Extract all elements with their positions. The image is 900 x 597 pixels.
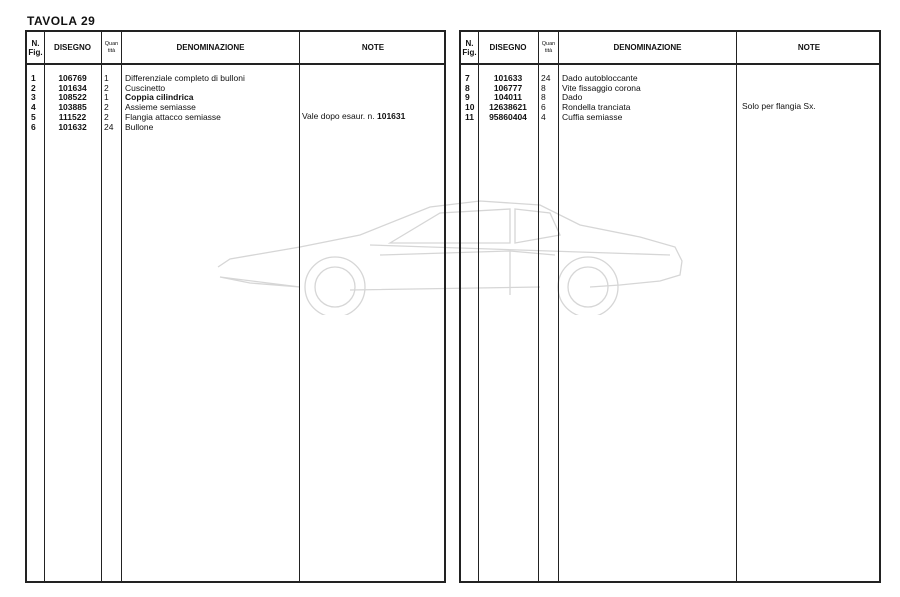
table-row — [461, 102, 879, 112]
header-disegno: DISEGNO — [489, 43, 527, 52]
cell-fig: 10 — [465, 102, 475, 113]
header-disegno: DISEGNO — [54, 43, 91, 52]
page-title: TAVOLA 29 — [27, 14, 96, 28]
cell-qty: 4 — [541, 111, 546, 122]
cell-disegno: 106777 — [493, 82, 523, 93]
cell-desc: Rondella tranciata — [562, 102, 631, 113]
cell-desc: Dado autobloccante — [562, 73, 638, 83]
cell-fig: 9 — [465, 92, 470, 103]
cell-disegno: 95860404 — [489, 111, 527, 122]
cell-disegno: 104011 — [494, 92, 522, 103]
cell-qty: 6 — [541, 102, 546, 113]
header-fig: N. Fig. — [28, 38, 43, 57]
cell-desc: Assieme semiasse — [125, 102, 196, 113]
cell-fig: 5 — [31, 111, 36, 122]
header-note: NOTE — [361, 43, 385, 52]
cell-desc: Coppia cilindrica — [125, 92, 194, 103]
cell-desc: Vite fissaggio corona — [562, 82, 641, 93]
cell-fig: 4 — [31, 102, 36, 113]
cell-desc: Cuscinetto — [125, 82, 166, 93]
header-quantita: Quan tità — [541, 40, 556, 54]
cell-fig: 2 — [31, 82, 36, 93]
header-note: NOTE — [797, 43, 821, 52]
cell-qty: 2 — [104, 111, 109, 122]
cell-fig: 1 — [31, 73, 36, 83]
cell-disegno: 106769 — [58, 73, 87, 83]
table-row — [461, 73, 879, 83]
cell-disegno: 101634 — [58, 82, 87, 93]
cell-qty: 2 — [104, 102, 109, 113]
cell-fig: 3 — [31, 92, 36, 103]
cell-disegno: 103885 — [58, 102, 87, 113]
cell-fig: 11 — [465, 111, 474, 122]
cell-qty: 8 — [541, 82, 546, 93]
table-row — [461, 83, 879, 93]
cell-disegno: 111522 — [58, 111, 87, 122]
cell-disegno: 101633 — [493, 73, 523, 83]
table-row — [27, 73, 444, 83]
cell-desc: Differenziale completo di bulloni — [125, 73, 245, 83]
cell-qty: 1 — [104, 92, 109, 103]
parts-table-right — [459, 30, 881, 583]
header-denominazione: DENOMINAZIONE — [176, 43, 245, 52]
cell-desc: Flangia attacco semiasse — [125, 111, 221, 122]
cell-disegno: 101632 — [58, 121, 87, 132]
table-row — [27, 122, 444, 132]
cell-qty: 24 — [104, 121, 114, 132]
parts-table-left — [25, 30, 446, 583]
table-row — [27, 83, 444, 93]
note-text: Vale dopo esaur. n. 101631 — [302, 111, 406, 121]
header-fig: N. Fig. — [462, 38, 477, 57]
cell-desc: Cuffia semiasse — [562, 111, 623, 122]
header-denominazione: DENOMINAZIONE — [613, 43, 682, 52]
cell-fig: 6 — [31, 121, 36, 132]
cell-qty: 2 — [104, 82, 109, 93]
table-row — [27, 92, 444, 102]
cell-desc: Dado — [562, 92, 583, 103]
table-row — [461, 112, 879, 122]
cell-qty: 1 — [104, 73, 109, 83]
cell-desc: Bullone — [125, 121, 154, 132]
cell-fig: 7 — [465, 73, 470, 83]
cell-fig: 8 — [465, 82, 470, 93]
cell-disegno: 108522 — [58, 92, 87, 103]
cell-qty: 8 — [541, 92, 546, 103]
header-quantita: Quan tità — [104, 40, 119, 54]
cell-disegno: 12638621 — [489, 102, 527, 113]
table-row — [461, 92, 879, 102]
note-text: Solo per flangia Sx. — [742, 101, 816, 111]
cell-qty: 24 — [541, 73, 551, 83]
